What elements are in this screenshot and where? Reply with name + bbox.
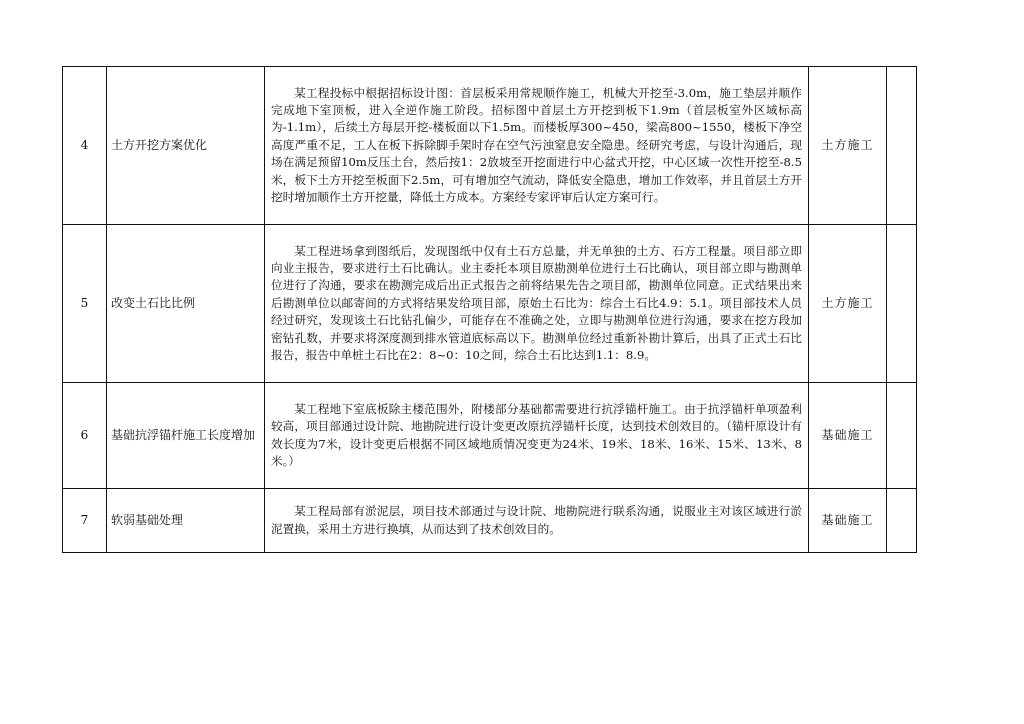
row-number: 6 [63,383,107,489]
item-name: 土方开挖方案优化 [107,67,265,225]
item-name: 软弱基础处理 [107,489,265,553]
table-row [63,67,917,225]
table-row [63,225,917,383]
item-description: 某工程进场拿到图纸后，发现图纸中仅有土石方总量，并无单独的土方、石方工程量。项目部立即向业主报告，要求进行土石比确认。业主委托本项目原勘测单位进行土石比确认，项目部立即与勘测单位进行了沟通，要求在勘测完成后出正式报告之前将结果先告之项目部，勘测单位同意。正式结果出来后勘测单位以邮寄间的方式将结果发给项目部，原始土石比为：综合土石比4.9：5.1。项目部技术人员经过研究，发现该土石比钻孔偏少，可能存在不准确之处，立即与勘测单位进行沟通，要求在挖方段加密钻孔数，并要求将深度测到排水管道底标高以下。勘测单位经过重新补勘计算后，出具了正式土石比报告，报告中单桩土石比在2：8~0：10之间，综合土石比达到1.1：8.9。 [265,225,809,383]
item-category: 基础施工 [809,383,887,489]
measures-table [62,66,917,553]
item-name: 改变土石比比例 [107,225,265,383]
item-description: 某工程地下室底板除主楼范围外，附楼部分基础都需要进行抗浮锚杆施工。由于抗浮锚杆单项盈利较高，项目部通过设计院、地勘院进行设计变更改原抗浮锚杆长度，达到技术创效目的。（锚杆原设计有效长度为7米，设计变更后根据不同区域地质情况变更为24米、19米、18米、16米、15米、13米、8米。） [265,383,809,489]
table-row [63,383,917,489]
item-category: 土方施工 [809,225,887,383]
item-category: 基础施工 [809,489,887,553]
item-name: 基础抗浮锚杆施工长度增加 [107,383,265,489]
item-category: 土方施工 [809,67,887,225]
row-number: 7 [63,489,107,553]
extra-cell [887,67,917,225]
table-row [63,489,917,553]
item-description: 某工程局部有淤泥层，项目技术部通过与设计院、地勘院进行联系沟通，说服业主对该区域进行淤泥置换，采用土方进行换填，从而达到了技术创效目的。 [265,489,809,553]
row-number: 5 [63,225,107,383]
extra-cell [887,383,917,489]
extra-cell [887,489,917,553]
item-description: 某工程投标中根据招标设计图：首层板采用常规顺作施工，机械大开挖至-3.0m，施工垫层并顺作完成地下室顶板，进入全逆作施工阶段。招标图中首层土方开挖到板下1.9m（首层板室外区域标高为-1.1m），后续土方每层开挖-楼板面以下1.5m。而楼板厚300~450，梁高800~1550，楼板下净空高度严重不足，工人在板下拆除脚手架时存在空气污浊窒息安全隐患。经研究考虑，与设计沟通后，现场在满足预留10m反压土台，然后按1：2放坡至开挖面进行中心盆式开挖，中心区域一次性开挖至-8.5米，板下土方开挖至板面下2.5m，可有增加空气流动，降低安全隐患，增加工作效率，并且首层土方开挖时增加顺作土方开挖量，降低土方成本。方案经专家评审后认定方案可行。 [265,67,809,225]
extra-cell [887,225,917,383]
row-number: 4 [63,67,107,225]
